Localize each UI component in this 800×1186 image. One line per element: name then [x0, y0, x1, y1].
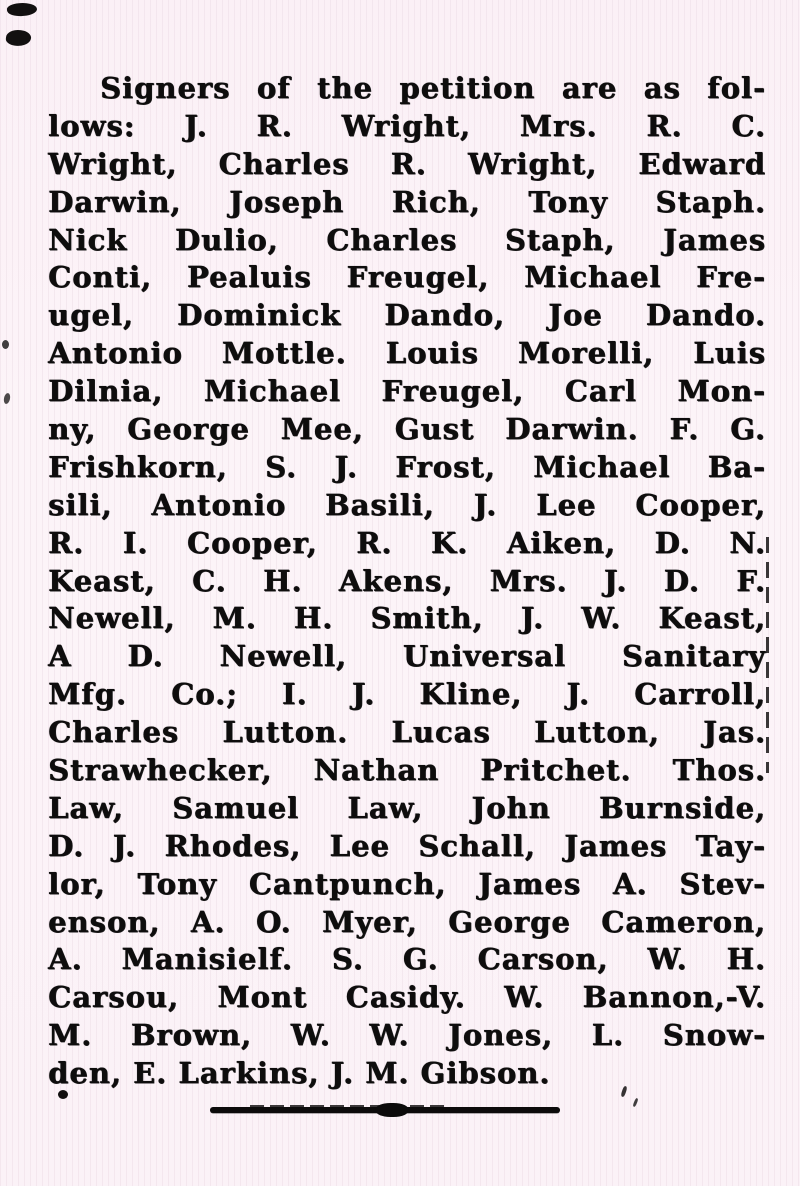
text-line: Law, Samuel Law, John Burnside, — [48, 790, 766, 825]
text-line: Signers of the petition are as fol- — [100, 71, 766, 105]
text-line: Keast, C. H. Akens, Mrs. J. D. F. — [48, 563, 766, 598]
text-line: enson, A. O. Myer, George Cameron, — [48, 904, 766, 939]
text-line: Newell, M. H. Smith, J. W. Keast, — [48, 601, 766, 636]
scan-speck-left-2 — [3, 392, 11, 404]
text-line: lor, Tony Cantpunch, James A. Stev- — [48, 866, 766, 901]
text-line: Charles Lutton. Lucas Lutton, Jas. — [48, 715, 766, 750]
scan-smudge-top-left-1 — [7, 2, 38, 17]
text-line: Conti, Pealuis Freugel, Michael Fre- — [48, 260, 766, 295]
text-line: A. Manisielf. S. G. Carson, W. H. — [48, 942, 766, 977]
text-line: Dilnia, Michael Freugel, Carl Mon- — [48, 374, 766, 409]
text-line: ny, George Mee, Gust Darwin. F. G. — [48, 412, 766, 447]
column-rule-fragment-icon — [766, 537, 769, 773]
text-line: A D. Newell, Universal Sanitary — [48, 639, 766, 674]
text-line: Carsou, Mont Casidy. W. Bannon,-V. — [48, 980, 766, 1015]
text-line: R. I. Cooper, R. K. Aiken, D. N. — [48, 525, 766, 560]
scan-speck-left-1 — [2, 340, 9, 349]
text-line: Darwin, Joseph Rich, Tony Staph. — [48, 184, 766, 219]
text-line: Strawhecker, Nathan Pritchet. Thos. — [48, 753, 766, 788]
end-rule-rough-edge — [250, 1105, 450, 1108]
text-line: Mfg. Co.; I. J. Kline, J. Carroll, — [48, 677, 766, 712]
text-line: Nick Dulio, Charles Staph, James — [48, 222, 766, 257]
end-rule-icon — [210, 1107, 560, 1113]
text-line: den, E. Larkins, J. M. Gibson. — [48, 1056, 551, 1091]
text-line: M. Brown, W. W. Jones, L. Snow- — [48, 1018, 766, 1053]
text-line: D. J. Rhodes, Lee Schall, James Tay- — [48, 828, 766, 863]
text-line: Wright, Charles R. Wright, Edward — [48, 146, 766, 181]
petition-signers-paragraph — [48, 70, 766, 1093]
scan-tick-after-last-line-2 — [632, 1098, 638, 1107]
text-line: Frishkorn, S. J. Frost, Michael Ba- — [48, 449, 766, 484]
text-line: lows: J. R. Wright, Mrs. R. C. — [48, 108, 766, 143]
text-line: Antonio Mottle. Louis Morelli, Luis — [48, 336, 766, 371]
text-line: sili, Antonio Basili, J. Lee Cooper, — [48, 487, 766, 522]
scan-smudge-top-left-2 — [5, 29, 32, 48]
text-line: ugel, Dominick Dando, Joe Dando. — [48, 298, 766, 333]
